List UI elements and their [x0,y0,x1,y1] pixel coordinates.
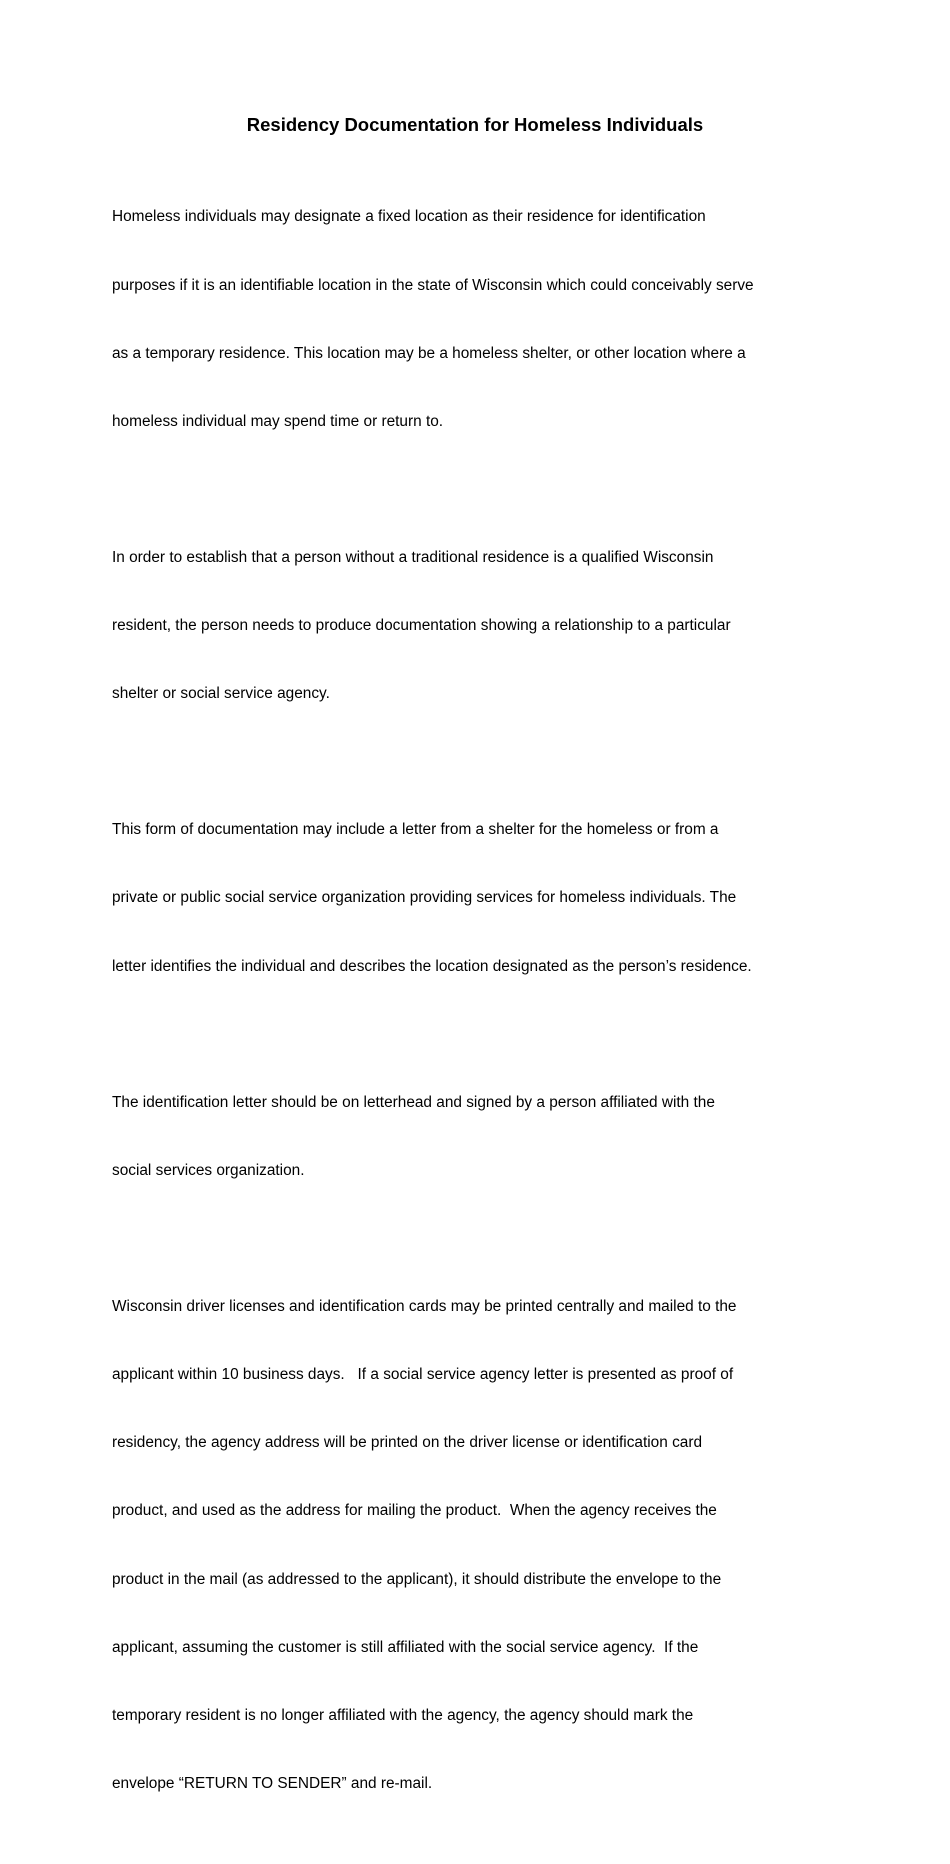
paragraph-documentation-form [112,774,838,1024]
paragraph-line: In order to establish that a person without a traditional residence is a qualified Wisconsin [112,548,714,566]
paragraph-line: resident, the person needs to produce documentation showing a relationship to a particular [112,617,731,635]
document-title: Residency Documentation for Homeless Individuals [246,114,704,135]
paragraph-line: Wisconsin driver licenses and identification cards may be printed centrally and mailed to the [112,1298,737,1316]
paragraph-line: applicant, assuming the customer is still affiliated with the social service agency. If the [112,1638,699,1656]
paragraph-line: temporary resident is no longer affiliated with the agency, the agency should mark the [112,1706,694,1724]
paragraph-line: envelope “RETURN TO SENDER” and re-mail. [112,1774,433,1792]
paragraph-line: This form of documentation may include a letter from a shelter for the homeless or from a [112,821,719,839]
paragraph-line: product in the mail (as addressed to the applicant), it should distribute the envelope to the [112,1570,722,1588]
paragraph-line: applicant within 10 business days. If a social service agency letter is presented as proof of [112,1366,734,1384]
paragraph-line: homeless individual may spend time or return to. [112,412,444,430]
paragraph-line: product, and used as the address for mailing the product. When the agency receives the [112,1502,717,1520]
document-body [112,161,838,1864]
paragraph-line: private or public social service organization providing services for homeless individuals. The [112,889,737,907]
paragraph-line: social services organization. [112,1161,305,1179]
paragraph-line: purposes if it is an identifiable location in the state of Wisconsin which could conceivably serve [112,276,754,294]
paragraph-line: shelter or social service agency. [112,685,330,703]
paragraph-mailing [112,1251,838,1841]
paragraph-establish-residency [112,502,838,752]
paragraph-letterhead [112,1046,838,1228]
paragraph-line: residency, the agency address will be printed on the driver license or identification card [112,1434,703,1452]
paragraph-line: letter identifies the individual and describes the location designated as the person’s residence. [112,957,752,975]
paragraph-line: The identification letter should be on letterhead and signed by a person affiliated with the [112,1093,715,1111]
paragraph-line: Homeless individuals may designate a fixed location as their residence for identification [112,208,706,226]
paragraph-line: as a temporary residence. This location may be a homeless shelter, or other location where a [112,344,746,362]
paragraph-homeless-designation [112,161,838,479]
